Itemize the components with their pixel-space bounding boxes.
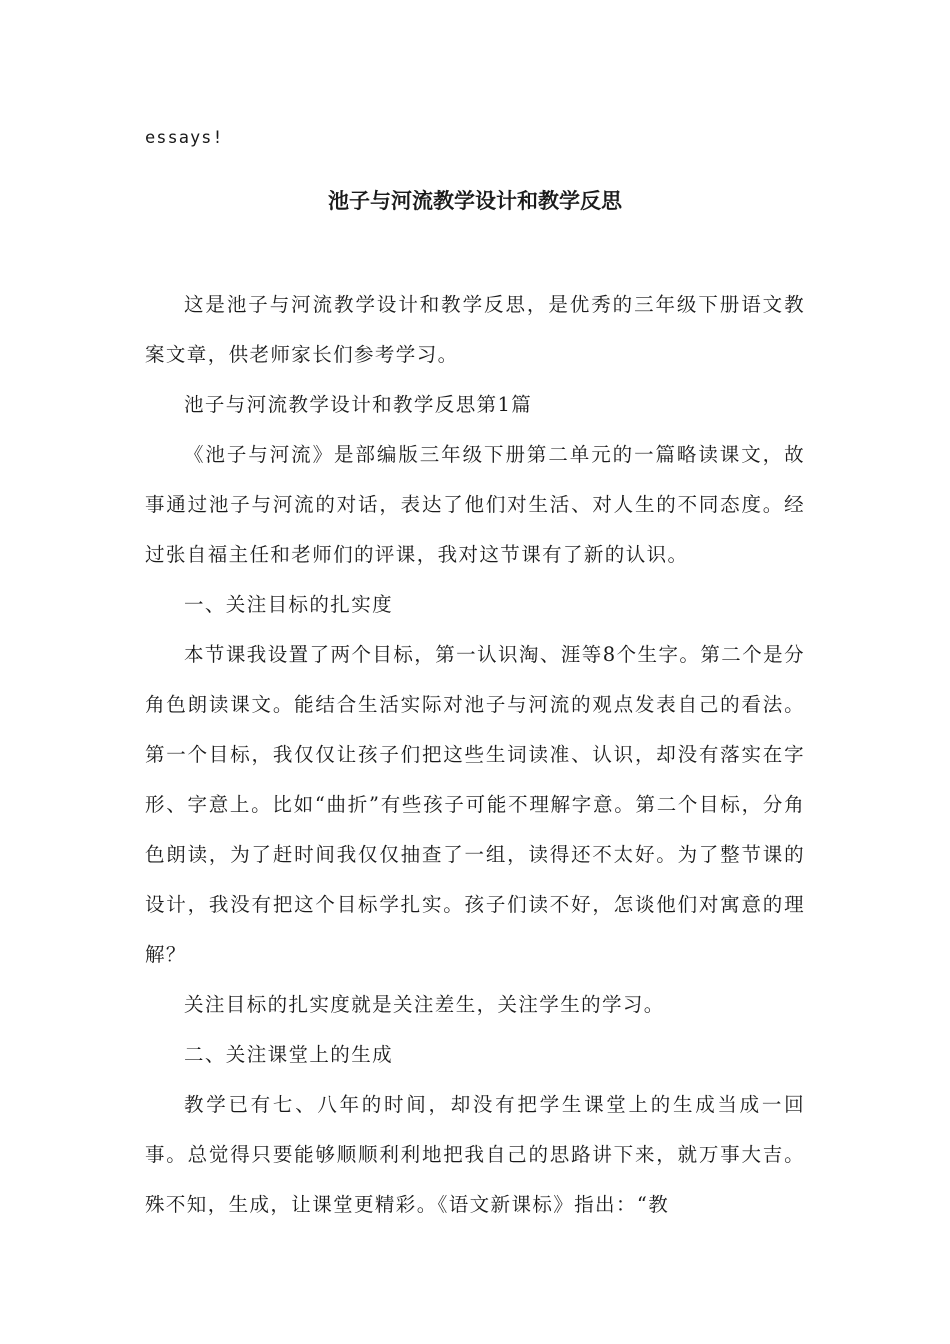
paragraph-goals-summary: 关注目标的扎实度就是关注差生，关注学生的学习。 [184, 993, 665, 1016]
paragraph-section-title: 池子与河流教学设计和教学反思第1篇 [184, 393, 533, 416]
paragraph-intro: 这是池子与河流教学设计和教学反思，是优秀的三年级下册语文教案文章，供老师家长们参考学习。 [145, 293, 805, 366]
paragraph-heading-2: 二、关注课堂上的生成 [184, 1043, 394, 1066]
paragraph-heading-1: 一、关注目标的扎实度 [184, 593, 394, 616]
paragraph-generation: 教学已有七、八年的时间，却没有把学生课堂上的生成当成一回事。总觉得只要能够顺顺利利地把我自己的思路讲下来，就万事大吉。殊不知，生成，让课堂更精彩。《语文新课标》指出：“教 [145, 1093, 805, 1216]
paragraph-goals: 本节课我设置了两个目标，第一认识淘、涯等8个生字。第二个是分角色朗读课文。能结合生活实际对池子与河流的观点发表自己的看法。第一个目标，我仅仅让孩子们把这些生词读准、认识，却没有落实在字形、字意上。比如“曲折”有些孩子可能不理解字意。第二个目标，分角色朗读，为了赶时间我仅仅抽查了一组，读得还不太好。为了整节课的设计，我没有把这个目标学扎实。孩子们读不好，怎谈他们对寓意的理解？ [145, 643, 805, 966]
paragraph-overview: 《池子与河流》是部编版三年级下册第二单元的一篇略读课文，故事通过池子与河流的对话，表达了他们对生活、对人生的不同态度。经过张自福主任和老师们的评课，我对这节课有了新的认识。 [145, 443, 805, 566]
header-note: essays! [145, 128, 224, 148]
document-body [145, 280, 805, 1230]
document-title: 池子与河流教学设计和教学反思 [328, 189, 622, 213]
